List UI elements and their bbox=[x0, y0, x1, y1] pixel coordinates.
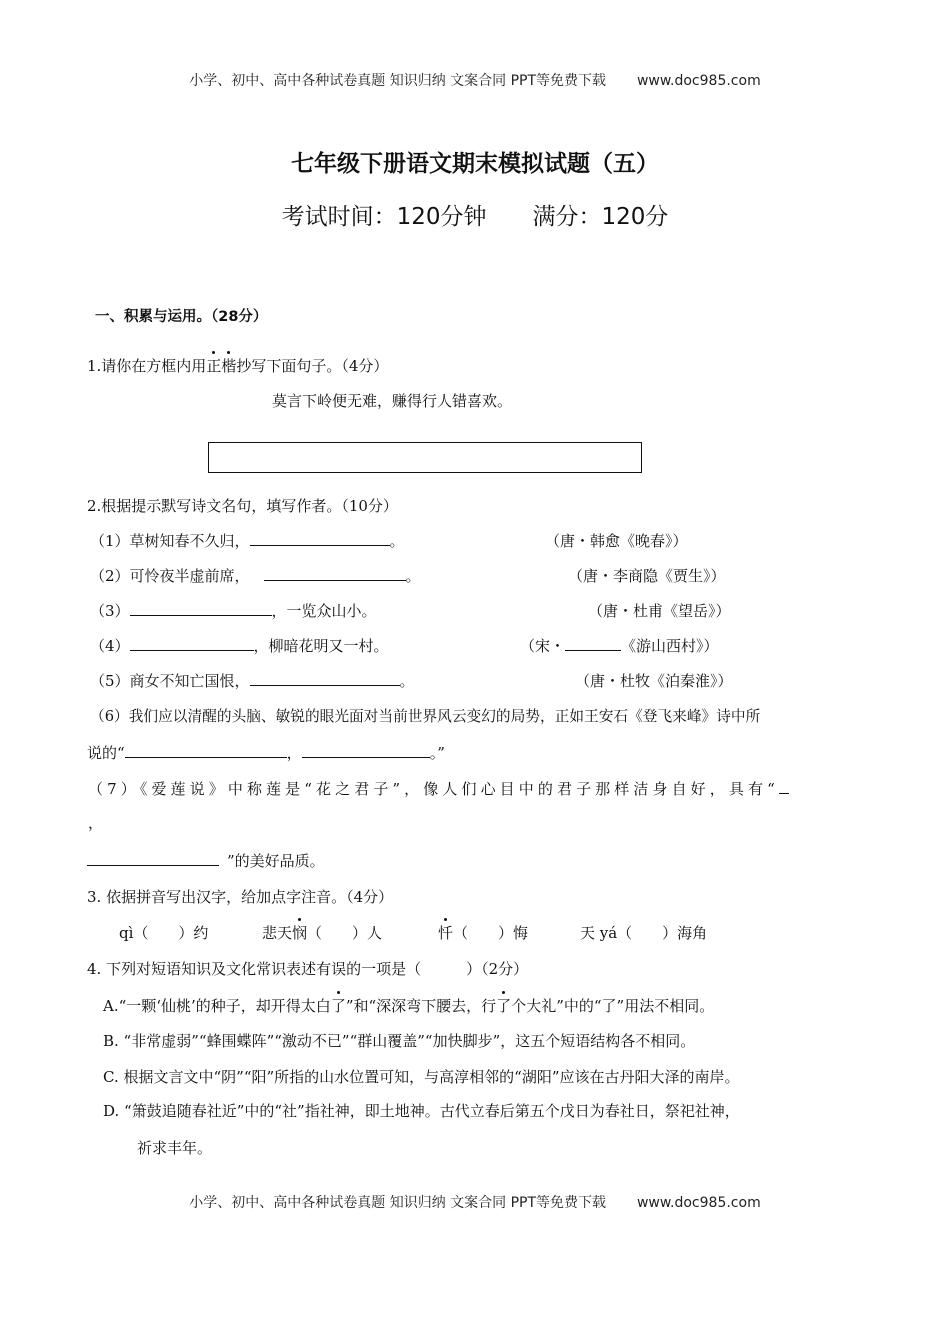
q2-item-7-line3 bbox=[87, 850, 325, 871]
page-footer bbox=[0, 1192, 950, 1212]
blank[interactable] bbox=[130, 601, 272, 616]
q2-item-4 bbox=[90, 635, 389, 656]
q2-item-3 bbox=[90, 600, 377, 621]
item-label: （4） bbox=[90, 637, 130, 655]
q2-item-7-comma: ， bbox=[88, 814, 104, 832]
text: A.“一颗‘仙桃’的种子，却开得太白 bbox=[103, 997, 331, 1015]
question-4-stem: 4. 下列对短语知识及文化常识表述有误的一项是（ ）（2分） bbox=[87, 960, 529, 978]
blank[interactable] bbox=[264, 566, 406, 581]
header-text: 小学、初中、高中各种试卷真题 知识归纳 文案合同 PPT等免费下载 bbox=[189, 73, 607, 89]
item-end: ，一览众山小。 bbox=[271, 602, 377, 620]
item-end: 。 bbox=[389, 532, 405, 550]
q1-text-post: 抄写下面句子。（4分） bbox=[236, 357, 389, 375]
text: ， bbox=[286, 744, 302, 762]
text: （ ）悔 bbox=[453, 924, 529, 942]
section-heading: 一、积累与运用。（28分） bbox=[95, 309, 268, 325]
item-label: （3） bbox=[90, 602, 130, 620]
text: ”和“深深弯下腰去，行 bbox=[345, 997, 497, 1015]
text: ”的美好品质。 bbox=[227, 852, 325, 870]
q2-source-3: （唐・杜甫《望岳》） bbox=[588, 602, 731, 620]
q4-option-b[interactable]: B. “非常虚弱”“蜂围蝶阵”“激动不已”“群山覆盖”“加快脚步”，这五个短语结构各不相同。 bbox=[103, 1032, 696, 1050]
question-2-stem: 2.根据提示默写诗文名句，填写作者。（10分） bbox=[87, 497, 398, 515]
q4-option-d-cont: 祈求丰年。 bbox=[137, 1139, 213, 1157]
q2-item-7-line1 bbox=[88, 778, 789, 799]
answer-box[interactable] bbox=[208, 442, 642, 473]
question-1-stem bbox=[87, 355, 388, 376]
text: 说的“ bbox=[87, 744, 125, 762]
page-header bbox=[0, 70, 950, 90]
blank[interactable] bbox=[125, 743, 287, 758]
dotted-char: 忏 bbox=[438, 924, 454, 942]
footer-site[interactable]: www.doc985.com bbox=[636, 1195, 761, 1211]
q1-dotted-char: 正 bbox=[206, 357, 222, 375]
q2-item-1 bbox=[90, 530, 405, 551]
q2-source-4 bbox=[520, 635, 719, 656]
item-end: 。 bbox=[405, 567, 421, 585]
q3-item-c bbox=[438, 922, 528, 943]
q4-option-c[interactable]: C. 根据文言文中“阴”“阳”所指的山水位置可知，与高淳相邻的“湖阳”应该在古丹阳大泽的南岸。 bbox=[103, 1068, 740, 1086]
q2-source-2: （唐・李商隐《贾生》） bbox=[568, 567, 726, 585]
q4-option-d[interactable]: D. “箫鼓追随春社近”中的“社”指社神，即土地神。古代立春后第五个戊日为春社日，祭祀社神， bbox=[103, 1102, 740, 1120]
text: 悲天 bbox=[262, 924, 293, 942]
q2-item-6-line2 bbox=[87, 742, 445, 763]
text: （7）《爱莲说》中称莲是“花之君子”，像人们心目中的君子那样洁身自好，具有“ bbox=[88, 780, 779, 798]
text: 个大礼”中的“了”用法不相同。 bbox=[511, 997, 715, 1015]
dotted-char: 了 bbox=[330, 997, 346, 1015]
item-end: 。 bbox=[399, 672, 415, 690]
q2-source-5: （唐・杜牧《泊秦淮》） bbox=[575, 672, 733, 690]
q1-text-pre: 1.请你在方框内用 bbox=[87, 357, 207, 375]
item-label: （1）草树知春不久归， bbox=[90, 532, 250, 550]
blank[interactable] bbox=[250, 531, 390, 546]
blank[interactable] bbox=[87, 851, 219, 866]
q2-item-5 bbox=[90, 670, 415, 691]
blank[interactable] bbox=[779, 779, 789, 794]
q1-sentence: 莫言下岭便无难，赚得行人错喜欢。 bbox=[272, 392, 513, 410]
item-end: ，柳暗花明又一村。 bbox=[253, 637, 389, 655]
source-post: 《游山西村》） bbox=[621, 637, 719, 655]
blank[interactable] bbox=[302, 743, 430, 758]
q3-item-b bbox=[262, 922, 382, 943]
header-site[interactable]: www.doc985.com bbox=[636, 73, 761, 89]
dotted-char: 悯 bbox=[292, 924, 308, 942]
item-label: （2）可怜夜半虚前席， bbox=[90, 567, 250, 585]
footer-text: 小学、初中、高中各种试卷真题 知识归纳 文案合同 PPT等免费下载 bbox=[189, 1195, 607, 1211]
q2-item-2 bbox=[90, 565, 421, 586]
question-3-stem: 3. 依据拼音写出汉字，给加点字注音。（4分） bbox=[87, 888, 394, 906]
q2-source-1: （唐・韩愈《晚春》） bbox=[545, 532, 688, 550]
blank[interactable] bbox=[250, 671, 400, 686]
item-label: （5）商女不知亡国恨， bbox=[90, 672, 250, 690]
q3-item-d: 天 yá（ ）海角 bbox=[580, 924, 708, 942]
author-blank[interactable] bbox=[565, 636, 621, 651]
q1-dotted-char: 楷 bbox=[221, 357, 237, 375]
text: （ ）人 bbox=[307, 924, 383, 942]
exam-title: 七年级下册语文期末模拟试题（五） bbox=[291, 151, 659, 177]
blank[interactable] bbox=[130, 636, 254, 651]
q3-item-a: qì（ ）约 bbox=[119, 924, 209, 942]
text: 。” bbox=[429, 744, 445, 762]
exam-subtitle: 考试时间：120分钟 满分：120分 bbox=[281, 204, 669, 230]
source-pre: （宋・ bbox=[520, 637, 566, 655]
q2-item-6-line1: （6）我们应以清醒的头脑、敏锐的眼光面对当前世界风云变幻的局势，正如王安石《登飞来峰》诗中所 bbox=[90, 708, 761, 725]
dotted-char: 了 bbox=[496, 997, 512, 1015]
q4-option-a[interactable] bbox=[103, 995, 714, 1016]
